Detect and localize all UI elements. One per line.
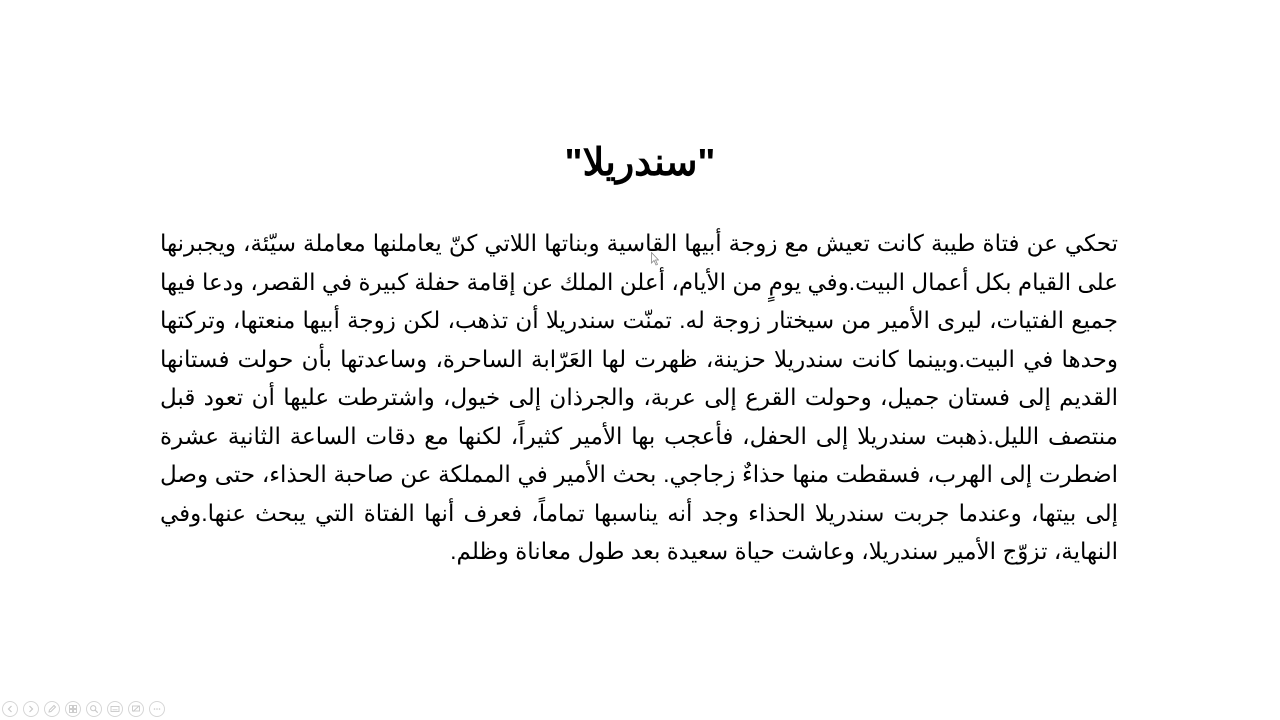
previous-slide-button[interactable]: [2, 701, 18, 717]
slide-body-text: تحكي عن فتاة طيبة كانت تعيش مع زوجة أبيها القاسية وبناتها اللاتي كنّ يعاملنها معاملة سيّئة، ويجبرنها على القيام بكل أعمال البيت.وفي يومٍ من الأيام، أعلن الملك عن إقامة حفلة كبيرة في القصر، ودعا فيها جميع الفتيات، ليرى الأمير من سيختار زوجة له. تمنّت سندريلا أن تذهب، لكن زوجة أبيها منعتها، وتركتها وحدها في البيت.وبينما كانت سندريلا حزينة، ظهرت لها العَرّابة الساحرة، وساعدتها بأن حولت فستانها القديم إلى فستان جميل، وحولت القرع إلى عربة، والجرذان إلى خيول، واشترطت عليها أن تعود قبل منتصف الليل.ذهبت سندريلا إلى الحفل، فأعجب بها الأمير كثيراً، لكنها مع دقات الساعة الثانية عشرة اضطرت إلى الهرب، فسقطت منها حذاءٌ زجاجي. بحث الأمير في المملكة عن صاحبة الحذاء، حتى وصل إلى بيتها، وعندما جربت سندريلا الحذاء وجد أنه يناسبها تماماً، فعرف أنها الفتاة التي يبحث عنها.وفي النهاية، تزوّج الأمير سندريلا، وعاشت حياة سعيدة بعد طول معاناة وظلم.: [160, 230, 1118, 564]
pen-icon: [47, 704, 57, 714]
black-screen-button[interactable]: [128, 701, 144, 717]
next-slide-button[interactable]: [23, 701, 39, 717]
subtitles-button[interactable]: [107, 701, 123, 717]
pen-button[interactable]: [44, 701, 60, 717]
more-options-button[interactable]: [149, 701, 165, 717]
hide-screen-icon: [131, 704, 141, 714]
slides-grid-icon: [68, 704, 78, 714]
next-icon: [26, 704, 36, 714]
subtitles-icon: [110, 704, 120, 714]
previous-icon: [5, 704, 15, 714]
zoom-icon: [89, 704, 99, 714]
slide-title: "سندريلا": [564, 142, 716, 184]
see-all-slides-button[interactable]: [65, 701, 81, 717]
zoom-button[interactable]: [86, 701, 102, 717]
more-options-icon: [152, 704, 162, 714]
mouse-cursor-icon: [651, 252, 659, 266]
slideshow-toolbar: [2, 700, 165, 718]
